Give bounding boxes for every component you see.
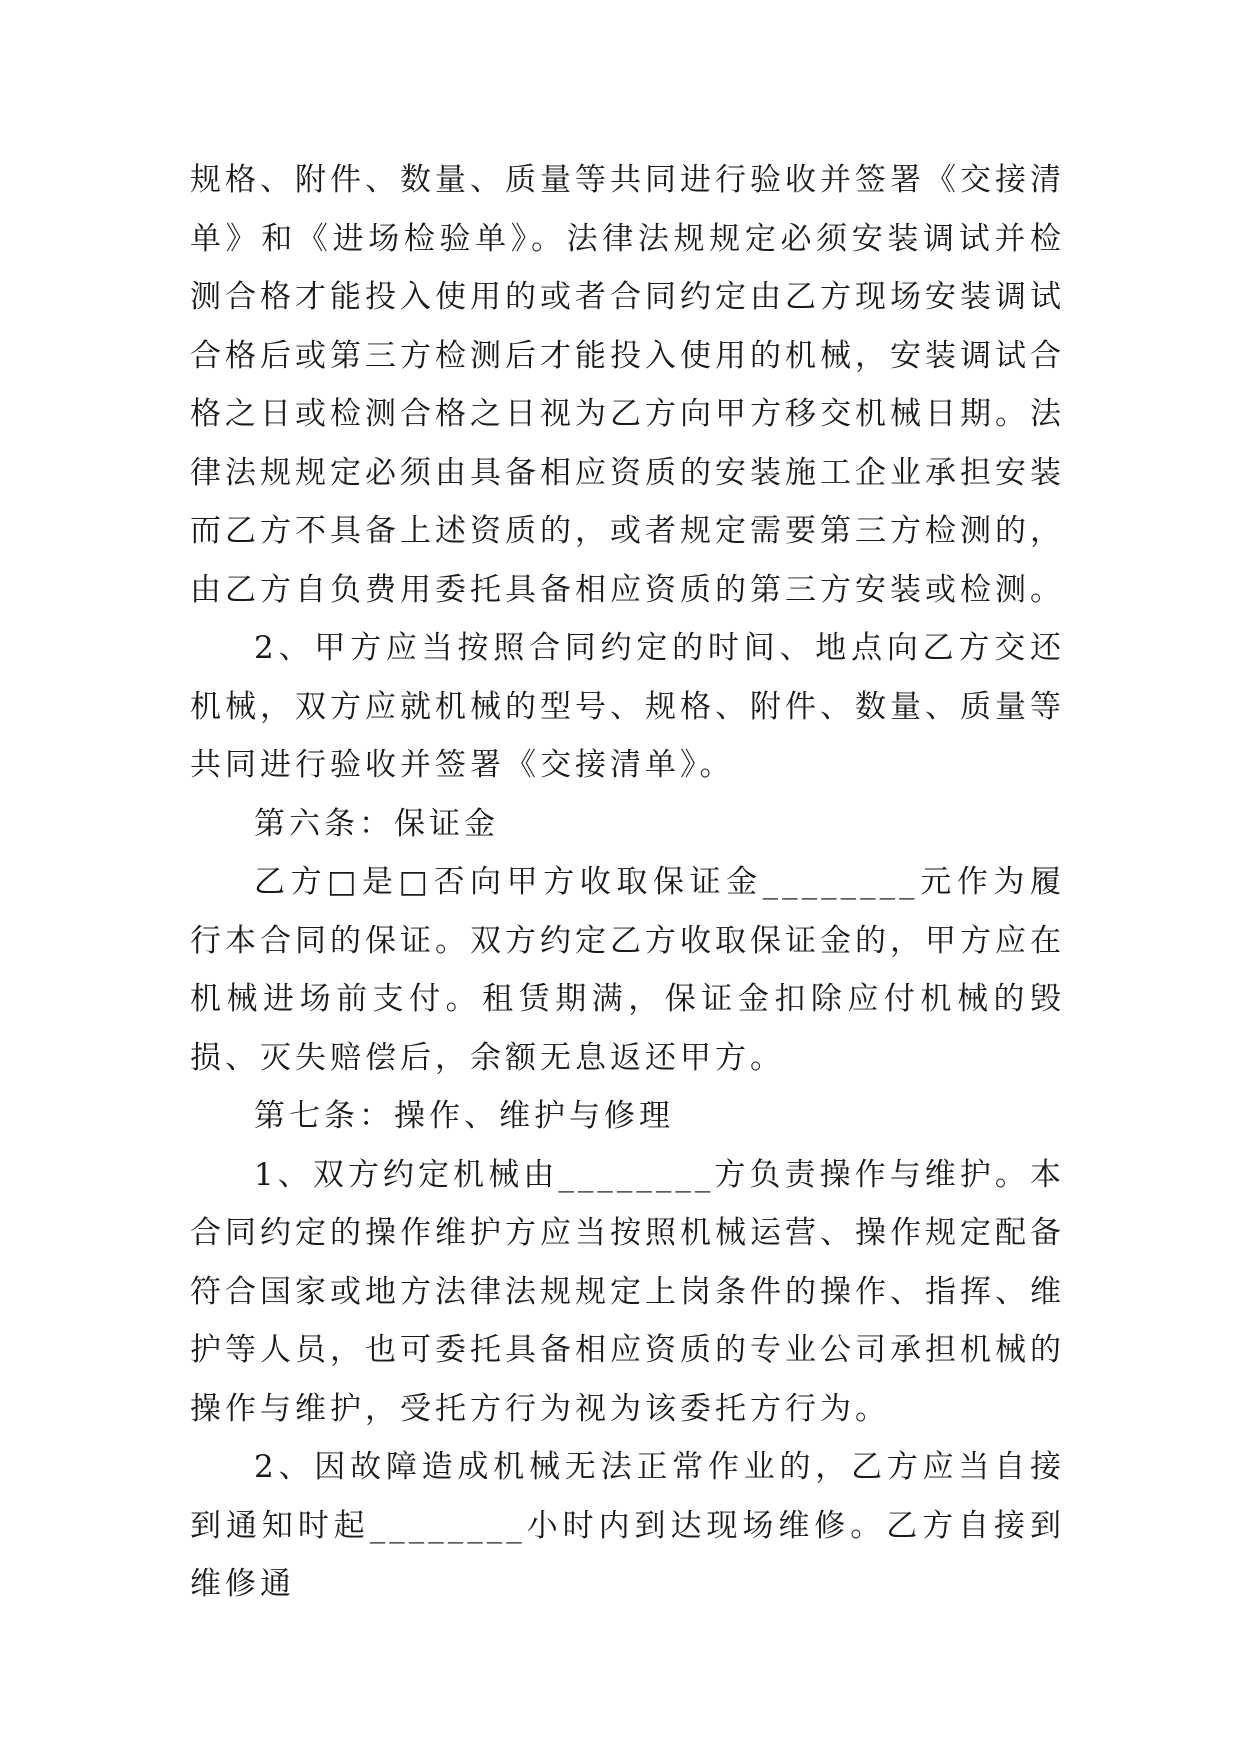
paragraph-repair-response: 2、因故障造成机械无法正常作业的，乙方应当自接到通知时起________小时内到达现场维修。乙方自接到维修通 xyxy=(190,1449,1065,1602)
paragraph-deposit: 乙方□是□否向甲方收取保证金________元作为履行本合同的保证。双方约定乙方收取保证金的，甲方应在机械进场前支付。租赁期满，保证金扣除应付机械的毁损、灭失赔偿后，余额无息返还甲方。 xyxy=(190,864,1065,1076)
paragraph-return-machinery: 2、甲方应当按照合同约定的时间、地点向乙方交还机械，双方应就机械的型号、规格、附件、数量、质量等共同进行验收并签署《交接清单》。 xyxy=(190,630,1065,783)
heading-article-seven-operation: 第七条：操作、维护与修理 xyxy=(254,1098,674,1134)
paragraph-operation-maintenance: 1、双方约定机械由________方负责操作与维护。本合同约定的操作维护方应当按照机械运营、操作规定配备符合国家或地方法律法规规定上岗条件的操作、指挥、维护等人员，也可委托具备相应资质的专业公司承担机械的操作与维护，受托方行为视为该委托方行为。 xyxy=(190,1156,1065,1427)
heading-article-six-deposit: 第六条：保证金 xyxy=(254,805,499,842)
contract-text-body xyxy=(190,151,1065,1614)
paragraph-acceptance-continued: 规格、附件、数量、质量等共同进行验收并签署《交接清单》和《进场检验单》。法律法规规定必须安装调试并检测合格才能投入使用的或者合同约定由乙方现场安装调试合格后或第三方检测后才能投入使用的机械，安装调试合格之日或检测合格之日视为乙方向甲方移交机械日期。法律法规规定必须由具备相应资质的安装施工企业承担安装而乙方不具备上述资质的，或者规定需要第三方检测的，由乙方自负费用委托具备相应资质的第三方安装或检测。 xyxy=(190,162,1065,608)
